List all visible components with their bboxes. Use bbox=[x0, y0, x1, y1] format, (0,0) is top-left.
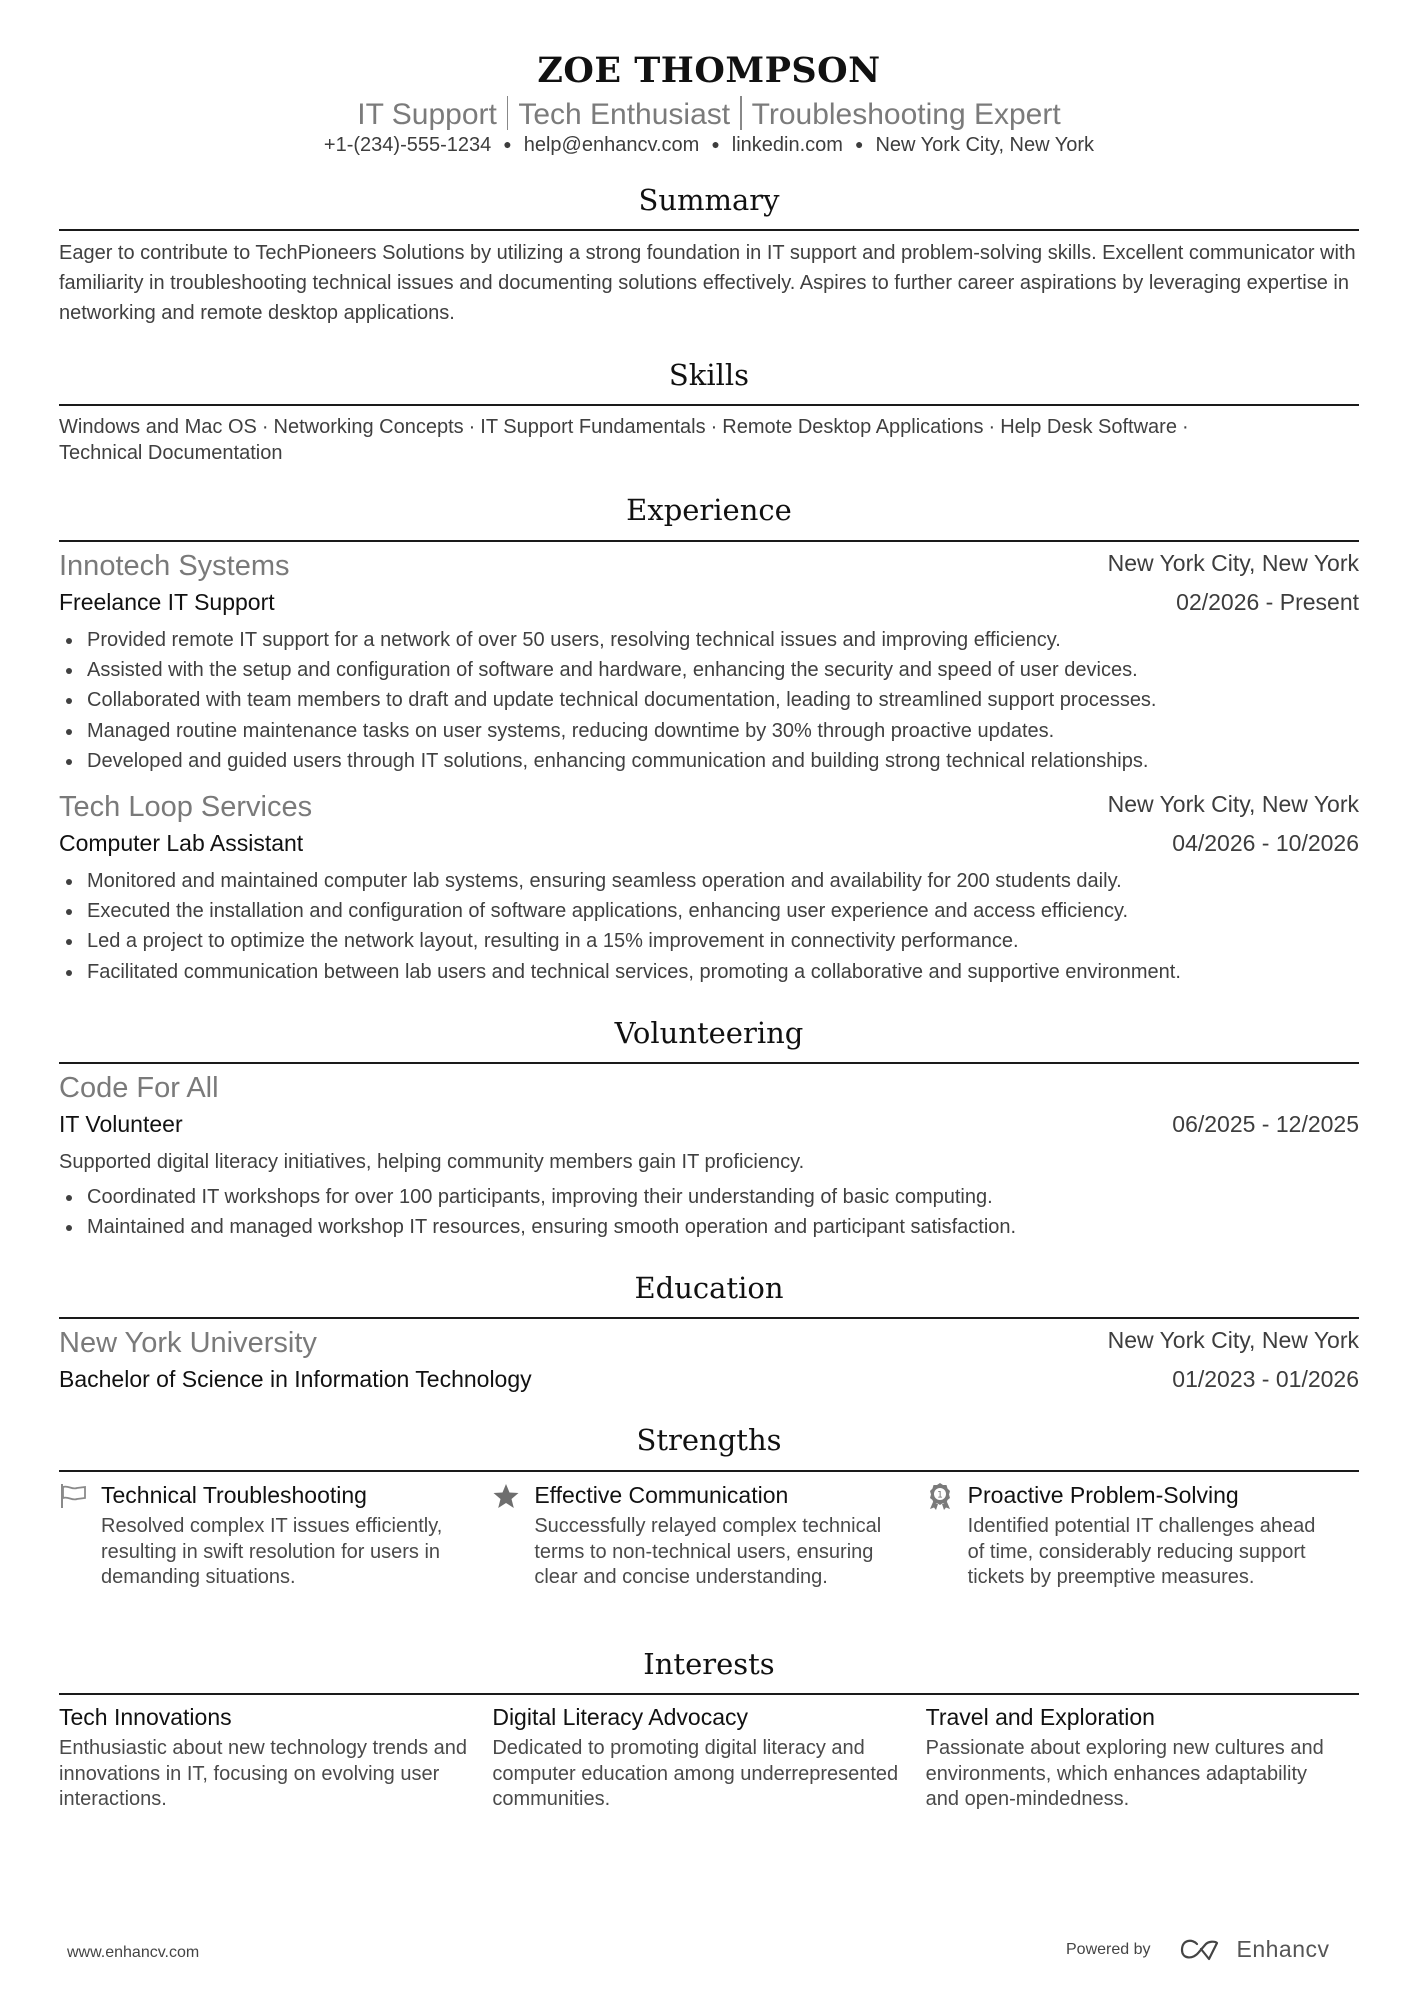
enhancv-logo-icon bbox=[1179, 1937, 1227, 1963]
skills-list bbox=[59, 414, 1359, 466]
headline-divider bbox=[507, 96, 509, 130]
skill-separator: · bbox=[988, 416, 996, 438]
headline-part: Tech Enthusiast bbox=[518, 98, 731, 131]
section-title-strengths: Strengths bbox=[636, 1423, 782, 1457]
bullet-item: Coordinated IT workshops for over 100 participants, improving their understanding of basic computing. bbox=[59, 1182, 1359, 1212]
section-divider bbox=[59, 540, 1359, 542]
job-bullets bbox=[59, 866, 1359, 987]
skill-item: Windows and Mac OS bbox=[59, 416, 257, 438]
skill-separator: · bbox=[1181, 416, 1189, 438]
strengths-grid bbox=[59, 1480, 1359, 1591]
education-dates: 01/2023 - 01/2026 bbox=[1172, 1366, 1359, 1392]
candidate-name: ZOE THOMPSON bbox=[537, 50, 881, 91]
enhancv-logo[interactable] bbox=[1179, 1936, 1330, 1963]
skill-item: Help Desk Software bbox=[1000, 416, 1177, 438]
summary-text: Eager to contribute to TechPioneers Solutions by utilizing a strong foundation in IT support and problem-solving skills. Excellent communicator with familiarity in troubleshooting technical issues and documenting solutions effectively. Aspires to further career aspirations by leveraging expertise in networking and remote desktop applications. bbox=[59, 242, 1356, 324]
job-bullets bbox=[59, 625, 1359, 776]
strength-title: Proactive Problem-Solving bbox=[967, 1482, 1239, 1508]
job-dates: 04/2026 - 10/2026 bbox=[1172, 830, 1359, 856]
strength-item bbox=[59, 1480, 492, 1591]
section-title-volunteering: Volunteering bbox=[614, 1016, 804, 1050]
strength-description: Resolved complex IT issues efficiently, resulting in swift resolution for users in demanding situations. bbox=[101, 1515, 443, 1588]
job-dates: 02/2026 - Present bbox=[1176, 589, 1359, 615]
strength-description: Identified potential IT challenges ahead of time, considerably reducing support tickets by preemptive measures. bbox=[967, 1515, 1316, 1588]
footer-website-link[interactable]: www.enhancv.com bbox=[67, 1944, 200, 1961]
bullet-separator: ● bbox=[711, 136, 720, 152]
bullet-item: Managed routine maintenance tasks on user systems, reducing downtime by 30% through proactive updates. bbox=[59, 716, 1359, 746]
bullet-item: Collaborated with team members to draft and update technical documentation, leading to streamlined support processes. bbox=[59, 685, 1359, 715]
footer-branding bbox=[1066, 1936, 1330, 1963]
strength-title: Technical Troubleshooting bbox=[101, 1482, 367, 1508]
star-icon bbox=[492, 1482, 520, 1510]
section-divider bbox=[59, 1470, 1359, 1472]
company-name: Tech Loop Services bbox=[59, 791, 313, 823]
interest-item bbox=[926, 1702, 1359, 1813]
section-title-skills: Skills bbox=[668, 358, 750, 392]
section-divider bbox=[59, 229, 1359, 231]
bullet-item: Maintained and managed workshop IT resources, ensuring smooth operation and participant satisfaction. bbox=[59, 1212, 1359, 1242]
section-divider bbox=[59, 1317, 1359, 1319]
contact-line bbox=[59, 134, 1359, 157]
interests-grid bbox=[59, 1702, 1359, 1813]
section-title-interests: Interests bbox=[643, 1647, 775, 1681]
volunteer-bullets bbox=[59, 1182, 1359, 1242]
contact-location: New York City, New York bbox=[875, 134, 1095, 156]
section-title-summary: Summary bbox=[638, 183, 780, 217]
interest-description: Passionate about exploring new cultures and environments, which enhances adaptability and open-mindedness. bbox=[925, 1737, 1324, 1810]
bullet-item: Executed the installation and configuration of software applications, enhancing user experience and access efficiency. bbox=[59, 896, 1359, 926]
bullet-separator: ● bbox=[503, 136, 512, 152]
interest-title: Travel and Exploration bbox=[925, 1704, 1155, 1730]
flag-icon bbox=[59, 1482, 87, 1510]
strength-description: Successfully relayed complex technical terms to non-technical users, ensuring clear and concise understanding. bbox=[534, 1515, 882, 1588]
skill-separator: · bbox=[468, 416, 476, 438]
strength-item bbox=[926, 1480, 1359, 1591]
headline-part: IT Support bbox=[357, 98, 497, 131]
interest-item bbox=[492, 1702, 925, 1813]
skill-separator: · bbox=[710, 416, 718, 438]
headline bbox=[59, 96, 1359, 132]
award-medal-icon bbox=[926, 1482, 954, 1510]
skill-separator: · bbox=[261, 416, 269, 438]
bullet-separator: ● bbox=[854, 136, 864, 152]
job-location: New York City, New York bbox=[1107, 791, 1359, 817]
strength-title: Effective Communication bbox=[534, 1482, 789, 1508]
job-role: Computer Lab Assistant bbox=[59, 830, 304, 856]
contact-email[interactable]: help@enhancv.com bbox=[523, 134, 700, 156]
skill-item: Technical Documentation bbox=[59, 442, 283, 464]
interest-description: Enthusiastic about new technology trends and innovations in IT, focusing on evolving user interactions. bbox=[59, 1737, 468, 1810]
skill-item: IT Support Fundamentals bbox=[480, 416, 706, 438]
section-title-education: Education bbox=[634, 1271, 784, 1305]
volunteer-dates: 06/2025 - 12/2025 bbox=[1172, 1111, 1359, 1137]
headline-part: Troubleshooting Expert bbox=[751, 98, 1061, 131]
volunteer-org: Code For All bbox=[59, 1072, 219, 1104]
section-divider bbox=[59, 1693, 1359, 1695]
contact-phone[interactable]: +1-(234)-555-1234 bbox=[323, 134, 492, 156]
interest-title: Tech Innovations bbox=[59, 1704, 232, 1730]
interest-item bbox=[59, 1702, 492, 1813]
volunteer-description: Supported digital literacy initiatives, helping community members gain IT proficiency. bbox=[59, 1151, 805, 1173]
bullet-item: Facilitated communication between lab users and technical services, promoting a collaborative and supportive environment. bbox=[59, 957, 1359, 987]
school-name: New York University bbox=[59, 1327, 317, 1359]
section-divider bbox=[59, 1062, 1359, 1064]
degree: Bachelor of Science in Information Technology bbox=[59, 1366, 532, 1392]
volunteer-role: IT Volunteer bbox=[59, 1111, 183, 1137]
job-role: Freelance IT Support bbox=[59, 589, 275, 615]
svg-text:1: 1 bbox=[936, 1490, 943, 1501]
job-location: New York City, New York bbox=[1107, 550, 1359, 576]
strength-item bbox=[492, 1480, 925, 1591]
section-divider bbox=[59, 404, 1359, 406]
bullet-item: Developed and guided users through IT solutions, enhancing communication and building strong technical relationships. bbox=[59, 746, 1359, 776]
bullet-item: Monitored and maintained computer lab systems, ensuring seamless operation and availability for 200 students daily. bbox=[59, 866, 1359, 896]
skill-item: Networking Concepts bbox=[273, 416, 464, 438]
bullet-item: Assisted with the setup and configuration of software and hardware, enhancing the security and speed of user devices. bbox=[59, 655, 1359, 685]
company-name: Innotech Systems bbox=[59, 550, 290, 582]
section-title-experience: Experience bbox=[626, 493, 792, 527]
bullet-item: Led a project to optimize the network layout, resulting in a 15% improvement in connectivity performance. bbox=[59, 926, 1359, 956]
enhancv-brand: Enhancv bbox=[1236, 1936, 1330, 1962]
bullet-item: Provided remote IT support for a network of over 50 users, resolving technical issues and improving efficiency. bbox=[59, 625, 1359, 655]
skill-item: Remote Desktop Applications bbox=[722, 416, 984, 438]
school-location: New York City, New York bbox=[1107, 1327, 1359, 1353]
powered-by-label: Powered by bbox=[1066, 1940, 1151, 1958]
contact-linkedin[interactable]: linkedin.com bbox=[731, 134, 843, 156]
headline-divider bbox=[740, 96, 742, 130]
interest-description: Dedicated to promoting digital literacy and computer education among underrepresented communities. bbox=[492, 1737, 899, 1810]
interest-title: Digital Literacy Advocacy bbox=[492, 1704, 749, 1730]
